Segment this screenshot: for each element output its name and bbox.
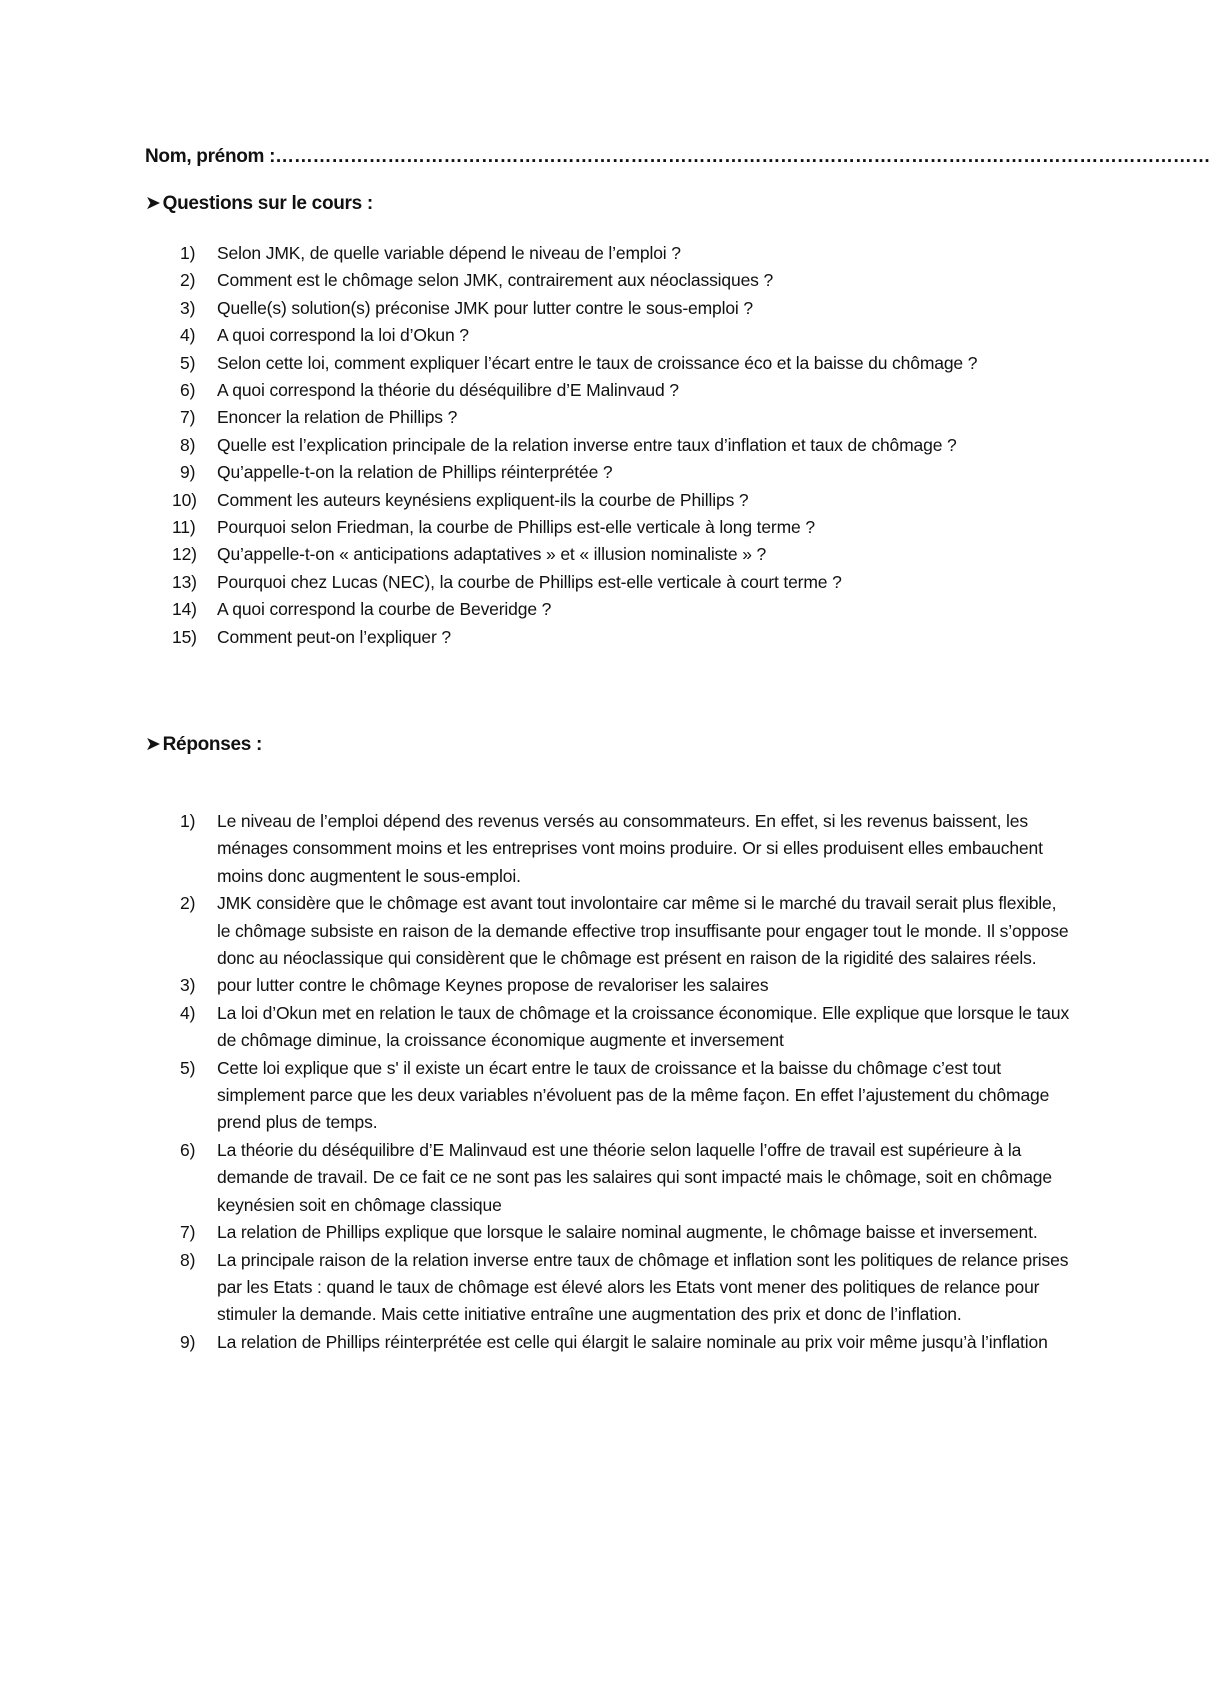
item-number: 9) <box>180 1331 196 1352</box>
item-text: Cette loi explique que s' il existe un écart entre le taux de croissance et la baisse du chômage c’est tout simplement parce que les deux variables n’évoluent pas de la même façon. En effet l’ajustement du chômage prend plus de temps. <box>217 1057 1050 1133</box>
item-text: pour lutter contre le chômage Keynes propose de revaloriser les salaires <box>217 975 769 996</box>
name-field-line: Nom, prénom :…………………………………………………………………………………………………………………………………… <box>145 146 1210 167</box>
item-text: Comment peut-on l’expliquer ? <box>217 626 451 647</box>
item-text: La relation de Phillips explique que lorsque le salaire nominal augmente, le chômage baisse et inversement. <box>217 1222 1038 1243</box>
list-item <box>0 459 1072 486</box>
item-text: Qu’appelle-t-on « anticipations adaptatives » et « illusion nominaliste » ? <box>217 544 767 565</box>
list-item <box>0 1137 1072 1219</box>
list-item <box>0 1329 1072 1356</box>
list-item <box>0 972 1072 999</box>
item-text: A quoi correspond la théorie du déséquilibre d’E Malinvaud ? <box>217 380 679 401</box>
item-number: 11) <box>172 517 196 538</box>
list-item <box>0 487 1072 514</box>
list-item <box>0 1055 1072 1137</box>
list-item <box>0 541 1072 568</box>
list-item <box>0 240 1072 267</box>
list-item <box>0 890 1072 972</box>
item-number: 8) <box>180 1249 196 1270</box>
list-item <box>0 1247 1072 1329</box>
item-number: 6) <box>180 380 196 401</box>
item-text: La relation de Phillips réinterprétée est celle qui élargit le salaire nominale au prix voir même jusqu’à l’inflation <box>217 1331 1048 1352</box>
arrow-bullet-icon: ➤ <box>145 734 161 755</box>
item-number: 13) <box>172 571 197 592</box>
list-item <box>0 808 1072 890</box>
item-text: Comment est le chômage selon JMK, contrairement aux néoclassiques ? <box>217 270 774 291</box>
item-number: 12) <box>172 544 197 565</box>
list-item <box>0 1000 1072 1055</box>
item-number: 2) <box>180 270 196 291</box>
item-number: 8) <box>180 434 196 455</box>
item-number: 15) <box>172 626 197 647</box>
item-text: Comment les auteurs keynésiens expliquent-ils la courbe de Phillips ? <box>217 489 749 510</box>
item-number: 1) <box>180 243 196 263</box>
arrow-bullet-icon: ➤ <box>145 193 161 214</box>
list-item <box>0 514 1072 541</box>
item-number: 9) <box>180 462 196 483</box>
item-text: JMK considère que le chômage est avant tout involontaire car même si le marché du travail serait plus flexible, le chômage subsiste en raison de la demande effective trop insuffisante pour engager tout le monde. Il s’oppose donc au néoclassique qui considèrent que le chômage est présent en raison de la rigidité des salaires réels. <box>217 893 1069 969</box>
questions-heading <box>145 192 373 215</box>
list-item <box>0 432 1072 459</box>
item-text: Pourquoi selon Friedman, la courbe de Phillips est-elle verticale à long terme ? <box>217 517 815 538</box>
item-text: La loi d’Okun met en relation le taux de chômage et la croissance économique. Elle explique que lorsque le taux de chômage diminue, la croissance économique augmente et inversement <box>217 1002 1070 1051</box>
item-text: Selon JMK, de quelle variable dépend le niveau de l’emploi ? <box>217 243 681 263</box>
item-text: La théorie du déséquilibre d’E Malinvaud est une théorie selon laquelle l’offre de travail est supérieure à la demande de travail. De ce fait ce ne sont pas les salaires qui sont impacté mais le chômage, soit en chômage keynésien soit en chômage classique <box>217 1139 1052 1215</box>
item-number: 4) <box>180 1002 196 1023</box>
list-item <box>0 569 1072 596</box>
item-number: 2) <box>180 893 196 914</box>
item-text: Quelle(s) solution(s) préconise JMK pour lutter contre le sous-emploi ? <box>217 297 753 318</box>
list-item <box>0 322 1072 349</box>
answers-heading <box>145 733 262 756</box>
item-number: 6) <box>180 1139 196 1160</box>
item-text: Enoncer la relation de Phillips ? <box>217 407 458 428</box>
list-item <box>0 267 1072 294</box>
item-text: Qu’appelle-t-on la relation de Phillips réinterprétée ? <box>217 462 613 483</box>
item-text: Pourquoi chez Lucas (NEC), la courbe de Phillips est-elle verticale à court terme ? <box>217 571 842 592</box>
list-item <box>0 350 1072 377</box>
answers-heading-text: Réponses : <box>162 734 263 755</box>
item-number: 10) <box>172 489 197 510</box>
item-text: A quoi correspond la courbe de Beveridge ? <box>217 599 552 620</box>
list-item <box>0 377 1072 404</box>
item-text: A quoi correspond la loi d’Okun ? <box>217 325 469 346</box>
item-number: 7) <box>180 1222 196 1243</box>
questions-list <box>0 240 1200 651</box>
list-item <box>0 596 1072 623</box>
item-number: 4) <box>180 325 196 346</box>
item-number: 1) <box>180 811 196 831</box>
answers-list <box>0 808 1200 1356</box>
item-number: 5) <box>180 352 196 373</box>
list-item <box>0 295 1072 322</box>
questions-heading-text: Questions sur le cours : <box>162 193 373 214</box>
item-number: 7) <box>180 407 196 428</box>
item-number: 3) <box>180 297 196 318</box>
list-item <box>0 1219 1072 1246</box>
item-number: 14) <box>172 599 197 620</box>
item-text: Quelle est l’explication principale de la relation inverse entre taux d’inflation et taux de chômage ? <box>217 434 957 455</box>
item-text: La principale raison de la relation inverse entre taux de chômage et inflation sont les politiques de relance prises par les Etats : quand le taux de chômage est élevé alors les Etats vont mener des politiques de relance pour stimuler la demande. Mais cette initiative entraîne une augmentation des prix et donc de l’inflation. <box>217 1249 1069 1325</box>
list-item <box>0 624 1072 651</box>
item-text: Le niveau de l’emploi dépend des revenus versés au consommateurs. En effet, si les revenus baissent, les ménages consomment moins et les entreprises vont moins produire. Or si elles produisent elles embauchent moins donc augmentent le sous-emploi. <box>217 811 1043 886</box>
item-text: Selon cette loi, comment expliquer l’écart entre le taux de croissance éco et la baisse du chômage ? <box>217 352 978 373</box>
item-number: 3) <box>180 975 196 996</box>
item-number: 5) <box>180 1057 196 1078</box>
list-item <box>0 404 1072 431</box>
